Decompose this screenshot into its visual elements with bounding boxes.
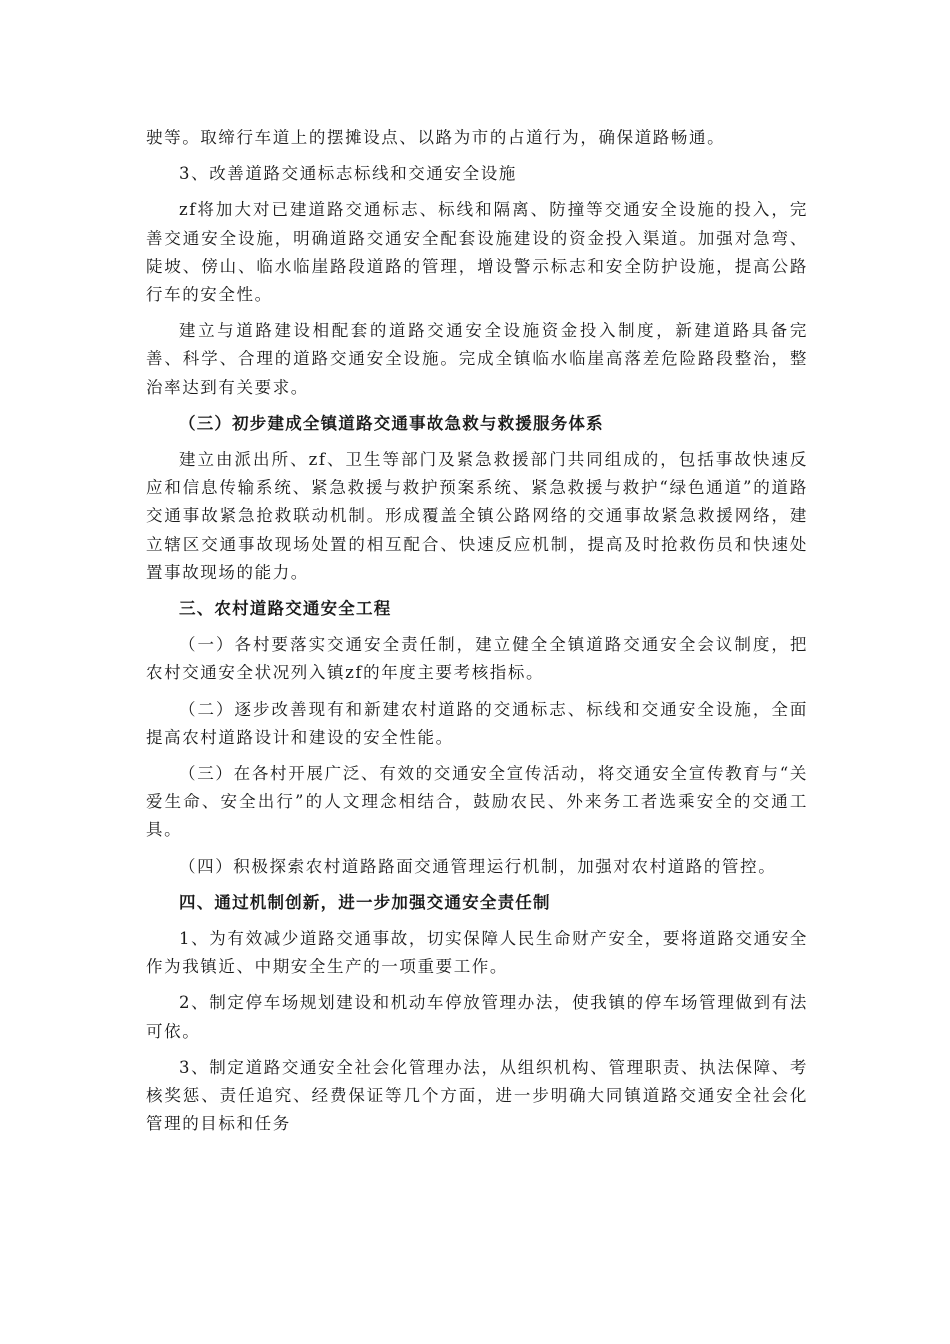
paragraph-rural-item-1: （一）各村要落实交通安全责任制，建立健全全镇道路交通安全会议制度，把农村交通安全状况列入镇zf的年度主要考核指标。 [146,635,808,683]
paragraph-rescue-mechanism: 建立由派出所、zf、卫生等部门及紧急救援部门共同组成的，包括事故快速反应和信息传输系统、紧急救援与救护预案系统、紧急救援与救护“绿色通道”的道路交通事故紧急抢救联动机制。形成覆盖全镇公路网络的交通事故紧急救援网络，建立辖区交通事故现场处置的相互配合、快速反应机制，提高及时抢救伤员和快速处置事故现场的能力。 [146,450,808,582]
paragraph-safety-facilities: zf将加大对已建道路交通标志、标线和隔离、防撞等交通安全设施的投入，完善交通安全设施，明确道路交通安全配套设施建设的资金投入渠道。加强对急弯、陡坡、傍山、临水临崖路段道路的管理，增设警示标志和安全防护设施，提高公路行车的安全性。 [146,200,808,305]
paragraph-rural-item-3: （三）在各村开展广泛、有效的交通安全宣传活动，将交通安全宣传教育与“关爱生命、安全出行”的人文理念相结合，鼓励农民、外来务工者选乘安全的交通工具。 [146,764,808,840]
paragraph-continued: 驶等。取缔行车道上的摆摊设点、以路为市的占道行为，确保道路畅通。 [146,128,726,147]
section-heading-rural-roads: 三、农村道路交通安全工程 [179,599,392,619]
paragraph-rural-item-4: （四）积极探索农村道路路面交通管理运行机制，加强对农村道路的管控。 [179,856,777,876]
section-heading-rescue-system: （三）初步建成全镇道路交通事故急救与救援服务体系 [179,413,604,433]
paragraph-mechanism-item-2: 2、制定停车场规划建设和机动车停放管理办法，使我镇的停车场管理做到有法可依。 [146,993,808,1041]
paragraph-funding-system: 建立与道路建设相配套的道路交通安全设施资金投入制度，新建道路具备完善、科学、合理的道路交通安全设施。完成全镇临水临崖高落差危险路段整治，整治率达到有关要求。 [146,321,808,397]
section-heading-mechanism-innovation: 四、通过机制创新，进一步加强交通安全责任制 [179,892,551,912]
subheading-improve-signs: 3、改善道路交通标志标线和交通安全设施 [179,164,517,184]
paragraph-mechanism-item-3: 3、制定道路交通安全社会化管理办法，从组织机构、管理职责、执法保障、考核奖惩、责任追究、经费保证等几个方面，进一步明确大同镇道路交通安全社会化管理的目标和任务 [146,1057,808,1134]
paragraph-mechanism-item-1: 1、为有效减少道路交通事故，切实保障人民生命财产安全，要将道路交通安全作为我镇近、中期安全生产的一项重要工作。 [146,929,808,977]
paragraph-rural-item-2: （二）逐步改善现有和新建农村道路的交通标志、标线和交通安全设施，全面提高农村道路设计和建设的安全性能。 [146,699,808,747]
document-page [146,124,808,1147]
